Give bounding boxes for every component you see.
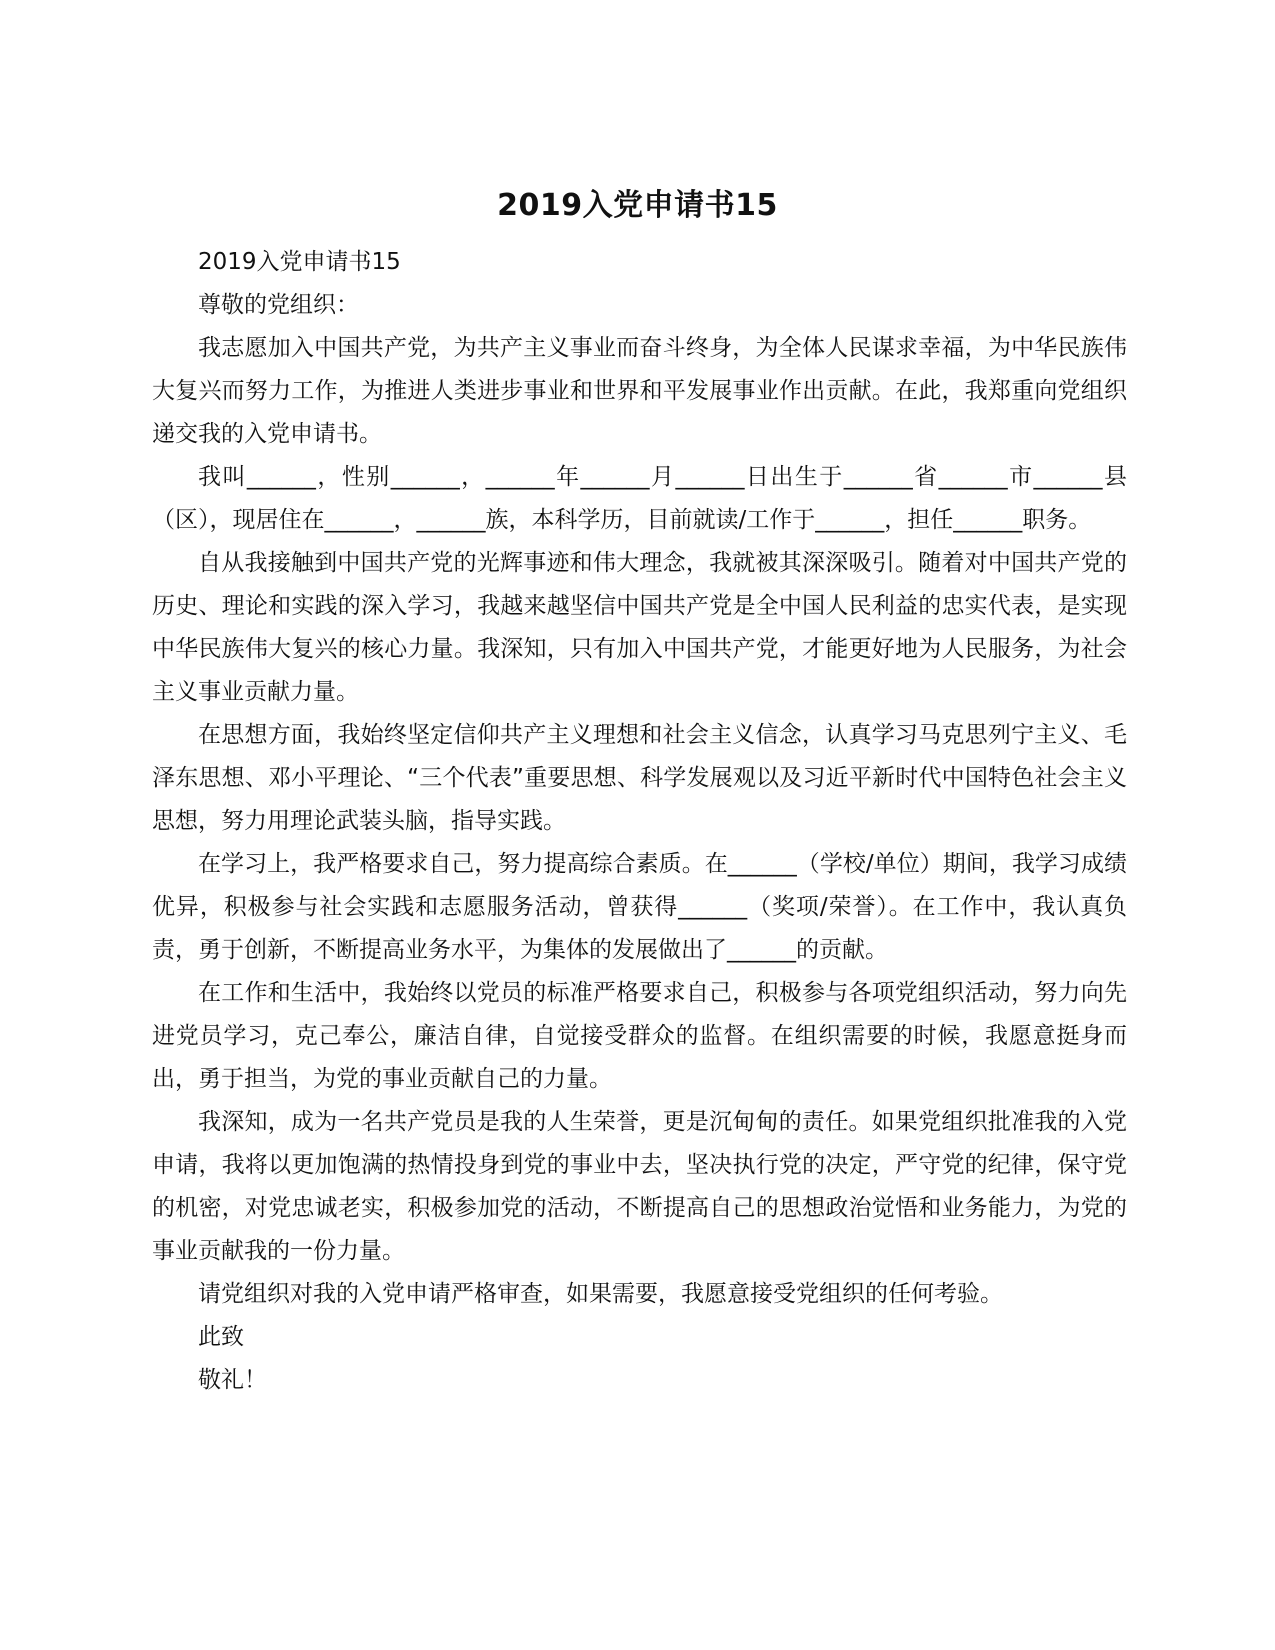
paragraph-study-work: 在学习上，我严格要求自己，努力提高综合素质。在______（学校/单位）期间，我学习成绩优异，积极参与社会实践和志愿服务活动，曾获得______（奖项/荣誉）。在工作中，我认真负责，勇于创新，不断提高业务水平，为集体的发展做出了______的贡献。	[152, 851, 1127, 963]
paragraph-personal-info: 我叫______，性别______，______年______月______日出生于______省______市______县（区），现居住在______，______族，本科学历，目前就读/工作于______，担任______职务。	[152, 464, 1127, 533]
document-title: 2019入党申请书15	[497, 188, 778, 223]
paragraph-life-conduct: 在工作和生活中，我始终以党员的标准严格要求自己，积极参与各项党组织活动，努力向先进党员学习，克己奉公，廉洁自律，自觉接受群众的监督。在组织需要的时候，我愿意挺身而出，勇于担当，为党的事业贡献自己的力量。	[152, 980, 1127, 1092]
document-body	[152, 241, 1127, 1402]
closing-jingli: 敬礼！	[198, 1367, 267, 1393]
paragraph-request: 请党组织对我的入党申请严格审查，如果需要，我愿意接受党组织的任何考验。	[198, 1281, 1003, 1307]
paragraph-salutation: 尊敬的党组织：	[198, 292, 359, 318]
paragraph-intro: 我志愿加入中国共产党，为共产主义事业而奋斗终身，为全体人民谋求幸福，为中华民族伟大复兴而努力工作，为推进人类进步事业和世界和平发展事业作出贡献。在此，我郑重向党组织递交我的入党申请书。	[152, 335, 1127, 447]
paragraph-motivation: 自从我接触到中国共产党的光辉事迹和伟大理念，我就被其深深吸引。随着对中国共产党的历史、理论和实践的深入学习，我越来越坚信中国共产党是全中国人民利益的忠实代表，是实现中华民族伟大复兴的核心力量。我深知，只有加入中国共产党，才能更好地为人民服务，为社会主义事业贡献力量。	[152, 550, 1127, 705]
paragraph-ideology: 在思想方面，我始终坚定信仰共产主义理想和社会主义信念，认真学习马克思列宁主义、毛泽东思想、邓小平理论、“三个代表”重要思想、科学发展观以及习近平新时代中国特色社会主义思想，努力用理论武装头脑，指导实践。	[152, 722, 1127, 834]
closing-cizhi: 此致	[198, 1324, 244, 1350]
paragraph-commitment: 我深知，成为一名共产党员是我的人生荣誉，更是沉甸甸的责任。如果党组织批准我的入党申请，我将以更加饱满的热情投身到党的事业中去，坚决执行党的决定，严守党的纪律，保守党的机密，对党忠诚老实，积极参加党的活动，不断提高自己的思想政治觉悟和业务能力，为党的事业贡献我的一份力量。	[152, 1109, 1127, 1264]
paragraph-subtitle: 2019入党申请书15	[198, 249, 401, 275]
